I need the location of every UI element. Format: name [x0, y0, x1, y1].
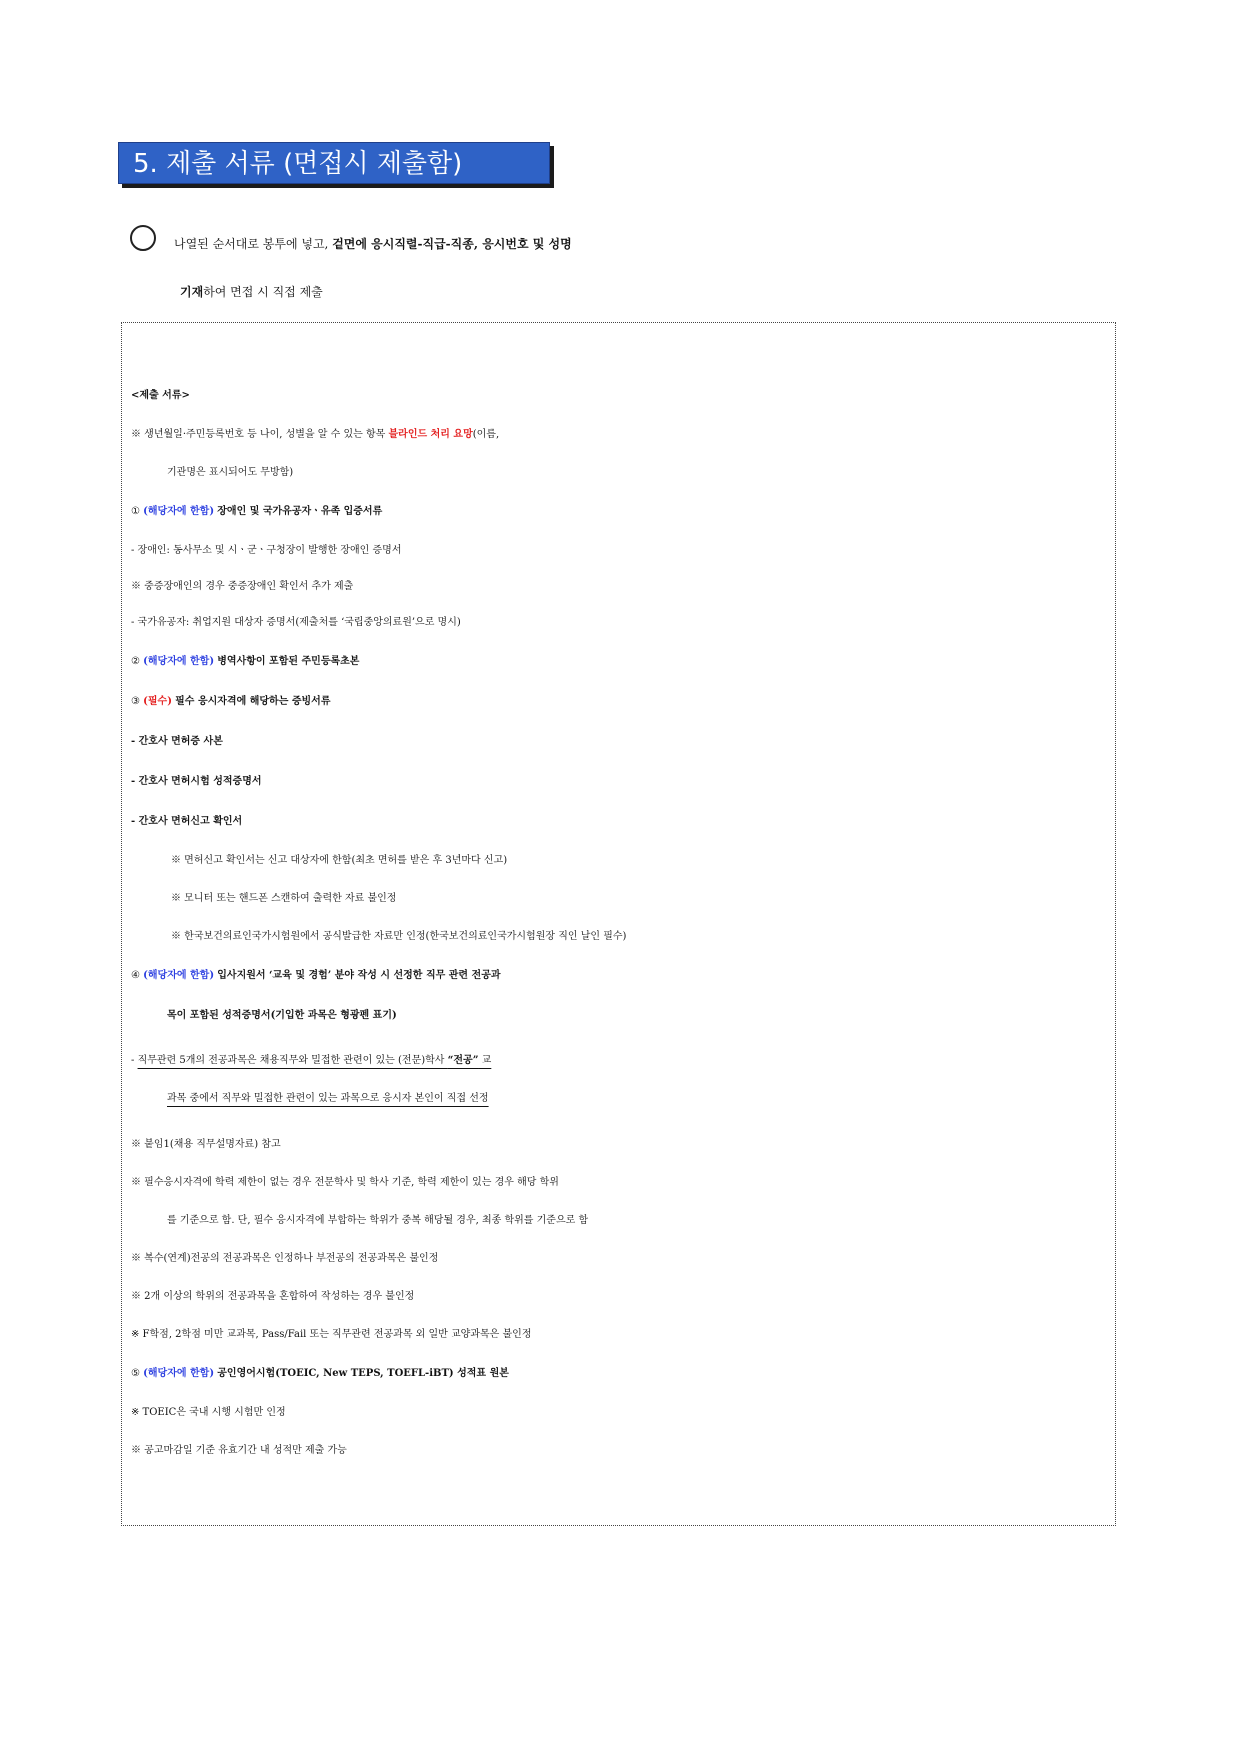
item-3-note-2: ※ 모니터 또는 핸드폰 스캔하여 출력한 자료 불인정 [171, 893, 397, 904]
item-1 [131, 492, 1106, 532]
item-5-note-2: ※ 공고마감일 기준 유효기간 내 성적만 제출 가능 [131, 1445, 347, 1456]
blind-notice-line2: 기관명은 표시되어도 무방함) [167, 467, 294, 478]
item-5-title: 공인영어시험(TOEIC, New TEPS, TOEFL-iBT) 성적표 원본 [217, 1368, 509, 1379]
section-title: 5. 제출 서류 (면접시 제출함) [118, 142, 550, 184]
intro-line1-bold: 겉면에 응시직렬-직급-직종, 응시번호 및 성명 [332, 237, 572, 251]
item-3-number: ③ [131, 696, 140, 707]
item-4-note-4: ※ 2개 이상의 학위의 전공과목을 혼합하여 작성하는 경우 불인정 [131, 1291, 415, 1302]
circle-bullet-icon [130, 225, 156, 251]
blind-notice [131, 416, 1106, 454]
item-4-sub-text: 직무관련 5개의 전공과목은 채용직무와 밀접한 관련이 있는 (전문)학사 [137, 1055, 448, 1066]
item-3-tag: (필수) [143, 696, 172, 707]
item-4-sub-line2 [131, 1080, 1106, 1118]
intro-line-2 [130, 270, 1120, 318]
item-4-number: ④ [131, 970, 140, 981]
item-4 [131, 956, 1106, 996]
item-3-title: 필수 응시자격에 해당하는 증빙서류 [175, 696, 331, 707]
intro-line1-text: 나열된 순서대로 봉투에 넣고, [174, 237, 333, 251]
intro-line2-text: 하여 면접 시 직접 제출 [203, 285, 323, 299]
item-4-sub-major: “전공” [447, 1055, 479, 1066]
item-1-title: 장애인 및 국가유공자ㆍ유족 입증서류 [217, 506, 383, 517]
item-2 [131, 642, 1106, 682]
item-1-sub-1: - 장애인: 동사무소 및 시ㆍ군ㆍ구청장이 발행한 장애인 증명서 [131, 545, 402, 556]
item-4-note-5: ※ F학점, 2학점 미만 교과목, Pass/Fail 또는 직무관련 전공과목 외 일반 교양과목은 불인정 [131, 1329, 532, 1340]
blind-notice-highlight: 블라인드 처리 요망 [388, 429, 473, 440]
item-3-note-1: ※ 면허신고 확인서는 신고 대상자에 한함(최초 면허를 받은 후 3년마다 신고) [171, 855, 508, 866]
item-1-sub-2: - 국가유공자: 취업지원 대상자 증명서(제출처를 ‘국립중앙의료원’으로 명시) [131, 617, 461, 628]
item-1-note-1: ※ 중증장애인의 경우 중증장애인 확인서 추가 제출 [131, 581, 354, 592]
documents-list [131, 376, 1106, 1470]
item-4-note-1: ※ 붙임1(채용 직무설명자료) 참고 [131, 1139, 281, 1150]
intro-line-1 [130, 222, 1120, 270]
item-4-note-2: ※ 필수응시자격에 학력 제한이 없는 경우 전문학사 및 학사 기준, 학력 제한이 있는 경우 해당 학위 [131, 1177, 559, 1188]
item-4-sub-line2-text: 과목 중에서 직무와 밀접한 관련이 있는 과목으로 응시자 본인이 직접 선정 [167, 1093, 489, 1104]
item-4-note-2-cont: 를 기준으로 함. 단, 필수 응시자격에 부합하는 학위가 중복 해당될 경우, 최종 학위를 기준으로 함 [167, 1215, 589, 1226]
item-1-number: ① [131, 506, 140, 517]
box-heading: <제출 서류> [131, 390, 190, 401]
item-5-number: ⑤ [131, 1368, 140, 1379]
item-2-number: ② [131, 656, 140, 667]
item-4-title-line1: 입사지원서 ‘교육 및 경험’ 분야 작성 시 선정한 직무 관련 전공과 [217, 970, 501, 981]
item-3-sub-1: - 간호사 면허증 사본 [131, 736, 223, 747]
item-3 [131, 682, 1106, 722]
item-4-note-3: ※ 복수(연계)전공의 전공과목은 인정하나 부전공의 전공과목은 불인정 [131, 1253, 439, 1264]
blind-notice-prefix: ※ 생년월일·주민등록번호 등 나이, 성별을 알 수 있는 항목 [131, 429, 389, 440]
item-4-sub-tail: 교 [478, 1055, 492, 1066]
item-2-title: 병역사항이 포함된 주민등록초본 [217, 656, 360, 667]
item-4-tag: (해당자에 한함) [143, 970, 215, 981]
item-3-sub-2: - 간호사 면허시험 성적증명서 [131, 776, 262, 787]
intro-paragraph [130, 222, 1120, 318]
item-1-tag: (해당자에 한함) [143, 506, 215, 517]
item-3-note-3: ※ 한국보건의료인국가시험원에서 공식발급한 자료만 인정(한국보건의료인국가시험원장 직인 날인 필수) [171, 931, 627, 942]
item-5-tag: (해당자에 한함) [143, 1368, 215, 1379]
blind-notice-suffix: (이름, [472, 429, 500, 440]
item-4-sub-line1 [131, 1042, 1106, 1080]
item-4-sub-dash: - [131, 1055, 138, 1066]
intro-line2-bold: 기재 [180, 285, 204, 299]
item-4-title-line2: 목이 포함된 성적증명서(기입한 과목은 형광펜 표기) [167, 1010, 397, 1021]
item-5-note-1: ※ TOEIC은 국내 시행 시험만 인정 [131, 1407, 286, 1418]
item-2-tag: (해당자에 한함) [143, 656, 215, 667]
item-3-sub-3: - 간호사 면허신고 확인서 [131, 816, 243, 827]
item-5 [131, 1354, 1106, 1394]
